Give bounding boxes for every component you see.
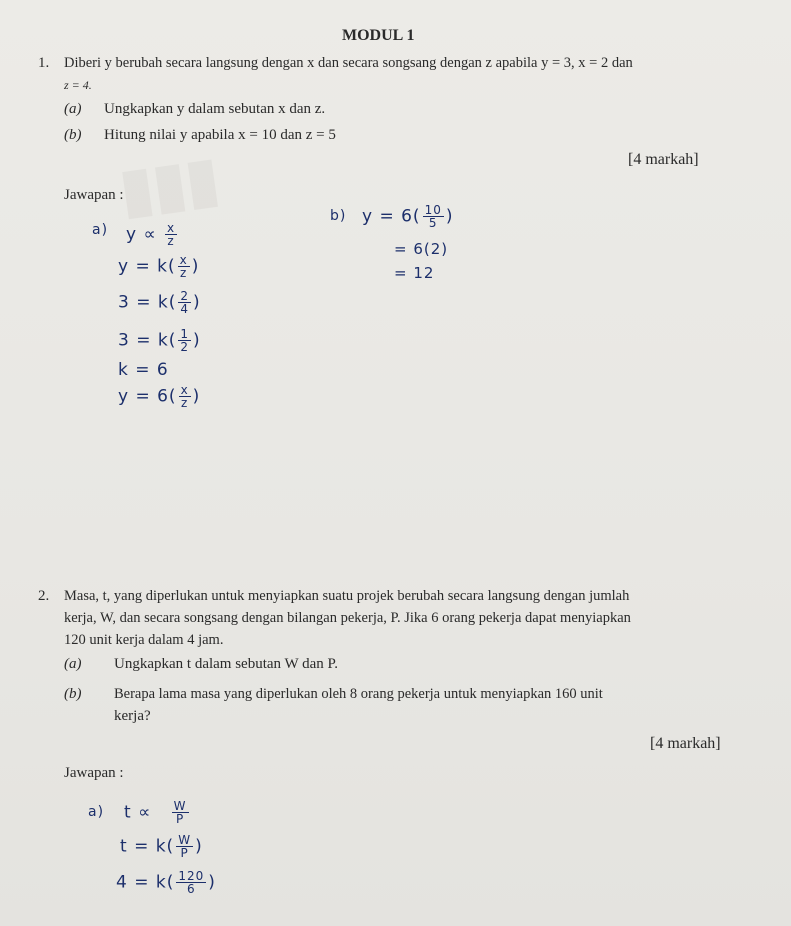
q1-hw-line6: y = 6( $\frac{x}{z}$ ) — [118, 383, 201, 410]
q1-stem-line1: Diberi y berubah secara langsung dengan x dan secara songsang dengan z apabila y = 3, x = 2 dan — [64, 55, 633, 71]
q1-hw-a-label: a) — [92, 222, 109, 238]
q1-number: 1. — [38, 55, 50, 71]
q1-answer-label: Jawapan : — [64, 187, 124, 203]
q1-hw-line1: y ∝ $\frac{x}{z}$ — [126, 221, 176, 248]
q2-part-b-line1: Berapa lama masa yang diperlukan oleh 8 orang pekerja untuk menyiapkan 160 unit — [114, 686, 603, 702]
q2-hw-line2: t = k( $\frac{W}{P}$ ) — [120, 833, 203, 860]
q1-part-b-text: Hitung nilai y apabila x = 10 dan z = 5 — [104, 127, 336, 143]
q1-hw-line5: k = 6 — [118, 360, 169, 380]
watermark-bg — [116, 143, 224, 226]
q2-part-a-label: (a) — [64, 656, 82, 672]
q1-marks: [4 markah] — [628, 151, 699, 168]
q2-hw-line1: t ∝ $\frac{W}{P}$ — [124, 799, 187, 826]
q2-hw-a-label: a) — [88, 804, 105, 820]
module-title: MODUL 1 — [342, 27, 415, 44]
q1-hw-line3: 3 = k( $\frac{2}{4}$ ) — [118, 289, 201, 316]
q2-line3: 120 unit kerja dalam 4 jam. — [64, 632, 224, 648]
q1-hw-b-line1: y = 6( $\frac{10}{5}$ ) — [362, 203, 454, 230]
q1-hw-line2: y = k( $\frac{x}{z}$ ) — [118, 253, 200, 280]
q1-stem-line2: z = 4. — [64, 78, 92, 92]
q2-hw-line3: 4 = k( $\frac{120}{6}$ ) — [116, 869, 216, 896]
q2-answer-label: Jawapan : — [64, 765, 124, 781]
q2-line1: Masa, t, yang diperlukan untuk menyiapkan suatu projek berubah secara langsung dengan jumlah — [64, 588, 630, 604]
q1-part-b-label: (b) — [64, 127, 82, 143]
q2-marks: [4 markah] — [650, 735, 721, 752]
q2-part-a-text: Ungkapkan t dalam sebutan W dan P. — [114, 656, 338, 672]
q2-number: 2. — [38, 588, 50, 604]
q1-hw-b-line3: = 12 — [394, 264, 435, 282]
q1-hw-b-label: b) — [330, 208, 347, 224]
q1-hw-line4: 3 = k( $\frac{1}{2}$ ) — [118, 327, 201, 354]
q1-part-a-text: Ungkapkan y dalam sebutan x dan z. — [104, 101, 326, 117]
q2-part-b-line2: kerja? — [114, 708, 151, 724]
q1-hw-b-line2: = 6(2) — [394, 240, 449, 258]
q1-part-a-label: (a) — [64, 101, 82, 117]
q2-line2: kerja, W, dan secara songsang dengan bilangan pekerja, P. Jika 6 orang pekerja dapat menyiapkan — [64, 610, 631, 626]
q2-part-b-label: (b) — [64, 686, 82, 702]
